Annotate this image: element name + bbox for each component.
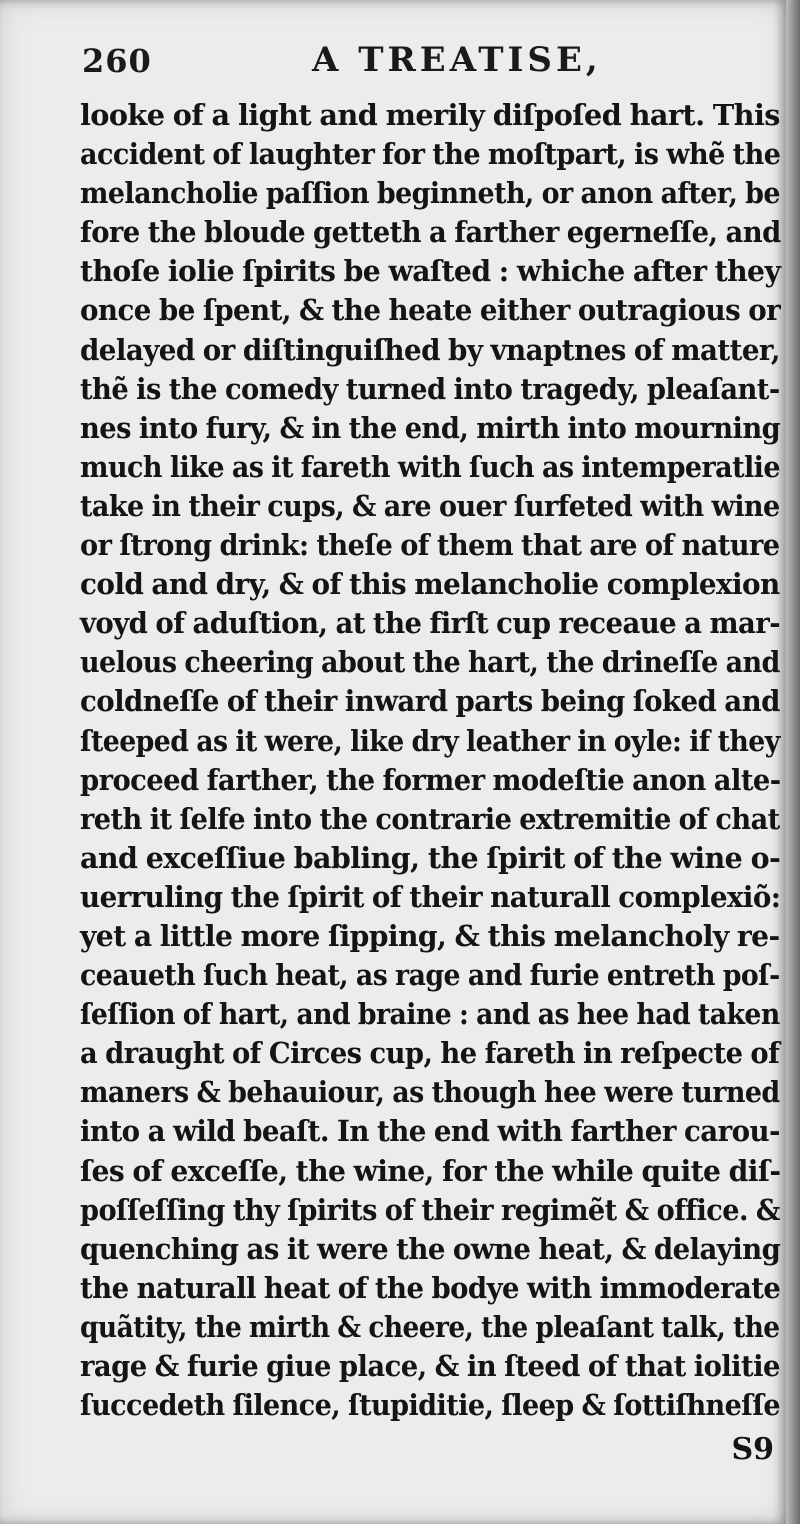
text-line: ſes of exceſſe, the wine, for the while quite diſ- xyxy=(80,1153,781,1188)
text-line: nes into fury, & in the end, mirth into mourning xyxy=(80,410,781,445)
text-line: looke of a light and merily diſpoſed hart. This xyxy=(80,98,780,132)
text-line: rage & furie giue place, & in ſteed of that iolitie xyxy=(80,1349,780,1383)
text-line: thoſe iolie ſpirits be waſted : whiche after they xyxy=(80,254,781,289)
text-line: uelous cheering about the hart, the drineſſe and xyxy=(80,645,780,680)
running-head: A TREATISE, xyxy=(312,40,602,80)
text-line: uerruling the ſpirit of their naturall complexiõ: xyxy=(80,879,781,914)
text-line: quenching as it were the owne heat, & delaying xyxy=(80,1231,781,1266)
text-line: voyd of aduſtion, at the firſt cup receaue a mar- xyxy=(80,606,781,641)
page-header xyxy=(78,40,768,84)
text-line: reth it ſelfe into the contrarie extremitie of chat xyxy=(80,801,780,836)
text-line: thẽ is the comedy turned into tragedy, pleaſant- xyxy=(80,371,780,406)
page-number: 260 xyxy=(82,42,152,80)
text-line: the naturall heat of the bodye with immoderate xyxy=(80,1270,781,1305)
text-line: yet a little more ſipping, & this melancholy re- xyxy=(80,918,780,953)
text-line: ceaueth ſuch heat, as rage and furie entreth poſ- xyxy=(80,958,780,993)
text-line: or ſtrong drink: theſe of them that are of nature xyxy=(80,528,780,563)
text-line: maners & behauiour, as though hee were turned xyxy=(80,1075,780,1110)
body-text xyxy=(80,96,780,1425)
text-line: ſeſſion of hart, and braine : and as hee had taken xyxy=(80,997,780,1032)
text-line: much like as it fareth with ſuch as intemperatlie xyxy=(80,449,780,484)
page-edge-shadow xyxy=(786,0,800,1524)
text-line: proceed farther, the former modeſtie anon alte- xyxy=(80,762,781,797)
text-line: ſteeped as it were, like dry leather in oyle: if they xyxy=(80,723,780,758)
text-line: poſſeſſing thy ſpirits of their regimẽt & office. & xyxy=(80,1192,780,1227)
text-line: quãtity, the mirth & cheere, the pleaſant talk, the xyxy=(80,1309,780,1344)
text-line: ſuccedeth ſilence, ſtupiditie, ſleep & ſottiſhneſſe xyxy=(80,1388,781,1423)
text-line: accident of laughter for the moſtpart, is whẽ the xyxy=(80,137,781,172)
text-line: into a wild beaſt. In the end with farther carou- xyxy=(80,1114,780,1149)
text-line: delayed or diſtinguiſhed by vnaptnes of matter, xyxy=(80,332,781,367)
text-line: cold and dry, & of this melancholie complexion xyxy=(80,567,780,602)
text-line: coldneſſe of their inward parts being ſoked and xyxy=(80,684,780,719)
text-line: take in their cups, & are ouer ſurfeted with wine xyxy=(80,488,780,523)
catchword: S9 xyxy=(731,1432,774,1467)
text-line: and exceſſiue babling, the ſpirit of the wine o- xyxy=(80,840,781,875)
text-line: once be ſpent, & the heate either outragious or xyxy=(80,293,781,328)
text-line: melancholie paſſion beginneth, or anon after, be xyxy=(80,176,780,211)
text-line: fore the bloude getteth a farther egerneſſe, and xyxy=(80,215,781,250)
text-line: a draught of Circes cup, he fareth in reſpecte of xyxy=(80,1036,780,1071)
